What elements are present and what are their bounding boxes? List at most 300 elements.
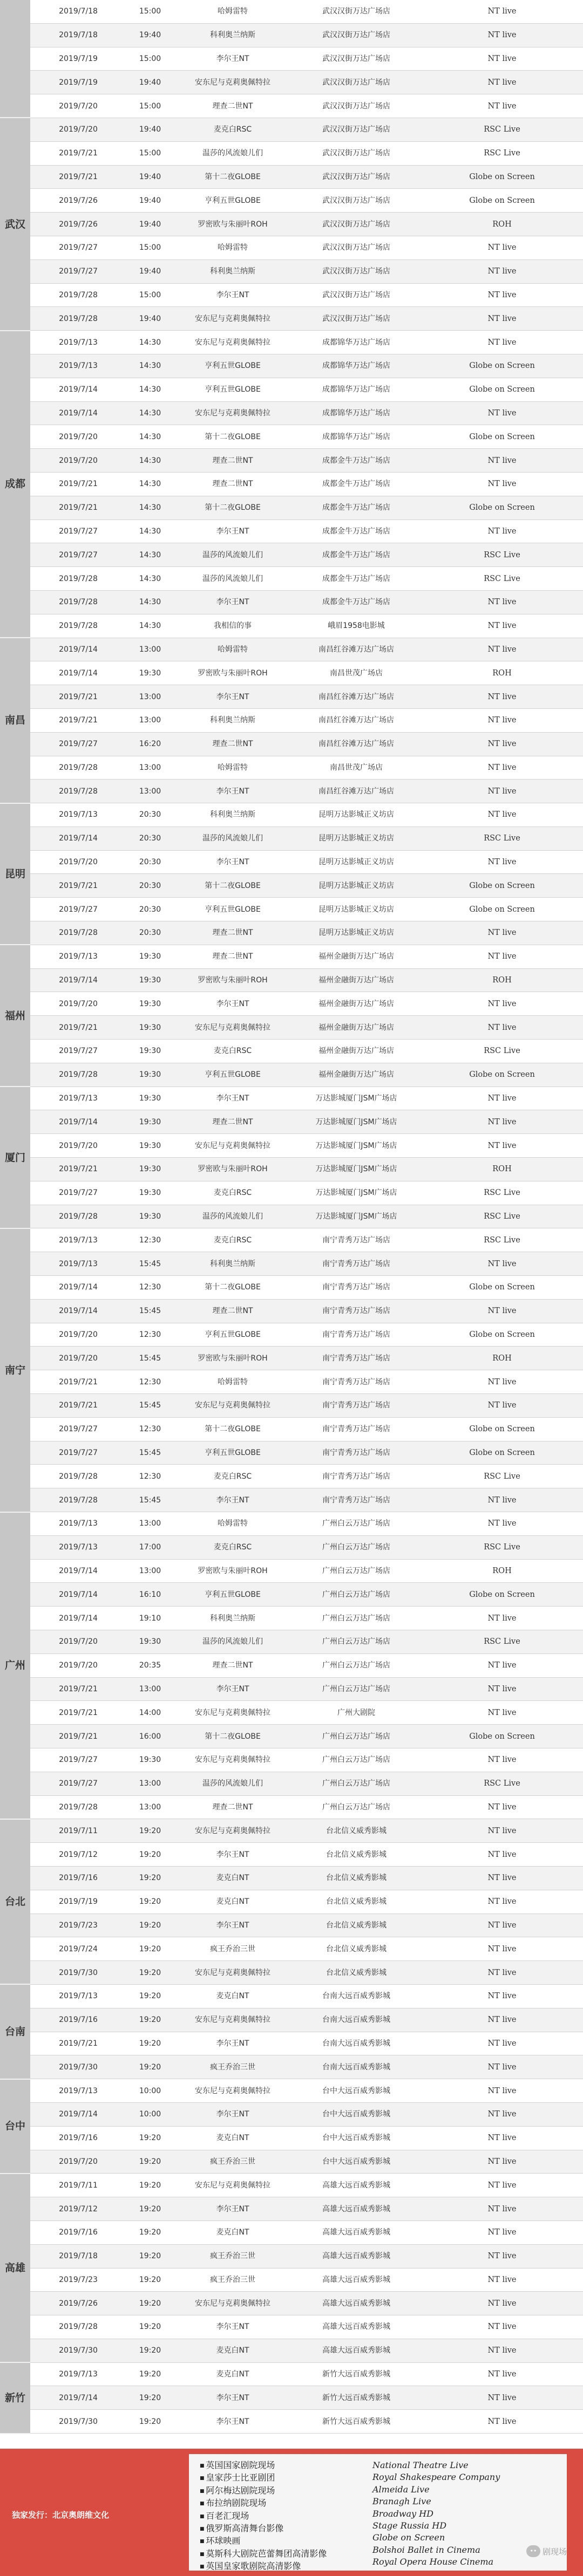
- venue-cell: 成都金牛万达广场店: [292, 567, 421, 591]
- date-cell: 2019/7/18: [30, 0, 126, 23]
- time-cell: 19:40: [126, 189, 174, 213]
- type-cell: NT live: [421, 945, 583, 968]
- brand-item-en: Stage Russia HD: [372, 2520, 447, 2531]
- schedule-row: [0, 189, 583, 213]
- type-cell: NT live: [421, 23, 583, 47]
- time-cell: 14:30: [126, 425, 174, 449]
- programme-cell: 安东尼与克莉奥佩特拉: [174, 1819, 292, 1843]
- time-cell: 16:00: [126, 1725, 174, 1748]
- type-cell: NT live: [421, 1488, 583, 1512]
- schedule-row: [0, 1488, 583, 1512]
- schedule-row: [0, 47, 583, 71]
- date-cell: 2019/7/13: [30, 803, 126, 827]
- type-cell: NT live: [421, 520, 583, 543]
- schedule-row: [0, 1347, 583, 1370]
- programme-cell: 安东尼与克莉奥佩特拉: [174, 2079, 292, 2103]
- date-cell: 2019/7/12: [30, 1843, 126, 1867]
- time-cell: 20:30: [126, 826, 174, 850]
- date-cell: 2019/7/14: [30, 1607, 126, 1630]
- time-cell: 14:30: [126, 449, 174, 473]
- programme-cell: 哈姆雷特: [174, 1512, 292, 1536]
- venue-cell: 台北信义威秀影城: [292, 1866, 421, 1890]
- type-cell: NT live: [421, 236, 583, 259]
- date-cell: 2019/7/16: [30, 2126, 126, 2150]
- type-cell: RSC Live: [421, 1772, 583, 1795]
- programme-cell: 科利奥兰纳斯: [174, 259, 292, 283]
- time-cell: 12:30: [126, 1228, 174, 1252]
- brand-item-en: Bolshoi Ballet in Cinema: [372, 2544, 480, 2555]
- date-cell: 2019/7/21: [30, 708, 126, 732]
- time-cell: 19:40: [126, 307, 174, 331]
- schedule-row: [0, 2032, 583, 2055]
- schedule-row: [0, 2197, 583, 2221]
- type-cell: Globe on Screen: [421, 1725, 583, 1748]
- brand-item-zh: ■ 环球映画: [200, 2535, 327, 2547]
- date-cell: 2019/7/30: [30, 2410, 126, 2434]
- venue-cell: 万达影城厦门JSM广场店: [292, 1110, 421, 1134]
- date-cell: 2019/7/26: [30, 2292, 126, 2315]
- schedule-row: [0, 354, 583, 378]
- time-cell: 20:30: [126, 921, 174, 945]
- date-cell: 2019/7/20: [30, 1653, 126, 1677]
- schedule-row: [0, 661, 583, 685]
- programme-cell: 安东尼与克莉奥佩特拉: [174, 1748, 292, 1772]
- venue-cell: 昆明万达影城正义坊店: [292, 874, 421, 898]
- venue-cell: 台南大远百威秀影城: [292, 2032, 421, 2055]
- type-cell: NT live: [421, 1512, 583, 1536]
- programme-cell: 理查二世NT: [174, 1653, 292, 1677]
- schedule-row: [0, 71, 583, 94]
- venue-cell: 台中大远百威秀影城: [292, 2079, 421, 2103]
- schedule-row: [0, 2174, 583, 2197]
- type-cell: NT live: [421, 2292, 583, 2315]
- date-cell: 2019/7/21: [30, 1394, 126, 1418]
- schedule-row: [0, 307, 583, 331]
- programme-cell: 第十二夜GLOBE: [174, 425, 292, 449]
- date-cell: 2019/7/20: [30, 1323, 126, 1347]
- date-cell: 2019/7/20: [30, 992, 126, 1016]
- venue-cell: 南宁青秀万达广场店: [292, 1299, 421, 1323]
- date-cell: 2019/7/21: [30, 141, 126, 165]
- type-cell: NT live: [421, 71, 583, 94]
- programme-cell: 科利奥兰纳斯: [174, 803, 292, 827]
- type-cell: NT live: [421, 2008, 583, 2032]
- programme-cell: 李尔王NT: [174, 2197, 292, 2221]
- programme-cell: 疯王乔治三世: [174, 2244, 292, 2268]
- time-cell: 15:00: [126, 236, 174, 259]
- programme-cell: 麦克白RSC: [174, 118, 292, 141]
- city-label: 台南: [0, 1984, 30, 2079]
- date-cell: 2019/7/21: [30, 874, 126, 898]
- type-cell: NT live: [421, 780, 583, 803]
- date-cell: 2019/7/19: [30, 71, 126, 94]
- type-cell: RSC Live: [421, 1181, 583, 1205]
- schedule-row: [0, 1512, 583, 1536]
- venue-cell: 新竹大远百威秀影城: [292, 2386, 421, 2410]
- schedule-row: [0, 2315, 583, 2339]
- venue-cell: 武汉汉街万达广场店: [292, 94, 421, 118]
- time-cell: 19:30: [126, 1087, 174, 1110]
- brand-item-en: Globe on Screen: [372, 2532, 445, 2543]
- venue-cell: 万达影城厦门JSM广场店: [292, 1205, 421, 1228]
- programme-cell: 安东尼与克莉奥佩特拉: [174, 2174, 292, 2197]
- programme-cell: 李尔王NT: [174, 2032, 292, 2055]
- type-cell: Globe on Screen: [421, 1441, 583, 1465]
- time-cell: 13:00: [126, 756, 174, 780]
- time-cell: 19:20: [126, 2292, 174, 2315]
- schedule-row: [0, 1040, 583, 1063]
- venue-cell: 武汉汉街万达广场店: [292, 141, 421, 165]
- schedule-row: [0, 165, 583, 189]
- type-cell: NT live: [421, 47, 583, 71]
- schedule-row: [0, 1630, 583, 1653]
- programme-cell: 理查二世NT: [174, 945, 292, 968]
- date-cell: 2019/7/14: [30, 661, 126, 685]
- date-cell: 2019/7/28: [30, 921, 126, 945]
- programme-cell: 哈姆雷特: [174, 638, 292, 661]
- type-cell: NT live: [421, 259, 583, 283]
- programme-cell: 麦克白NT: [174, 1984, 292, 2008]
- type-cell: NT live: [421, 638, 583, 661]
- programme-cell: 亨利五世GLOBE: [174, 1441, 292, 1465]
- schedule-row: [0, 2268, 583, 2292]
- programme-cell: 安东尼与克莉奥佩特拉: [174, 1134, 292, 1158]
- time-cell: 19:40: [126, 71, 174, 94]
- time-cell: 19:20: [126, 2008, 174, 2032]
- programme-cell: 哈姆雷特: [174, 0, 292, 23]
- venue-cell: 台北信义威秀影城: [292, 1961, 421, 1985]
- venue-cell: 成都金牛万达广场店: [292, 496, 421, 520]
- date-cell: 2019/7/21: [30, 685, 126, 709]
- programme-cell: 罗密欧与朱丽叶ROH: [174, 968, 292, 992]
- type-cell: Globe on Screen: [421, 165, 583, 189]
- type-cell: NT live: [421, 1795, 583, 1819]
- date-cell: 2019/7/16: [30, 1866, 126, 1890]
- type-cell: NT live: [421, 2339, 583, 2362]
- programme-cell: 温莎的风流娘儿们: [174, 141, 292, 165]
- schedule-row: [0, 826, 583, 850]
- programme-cell: 亨利五世GLOBE: [174, 1583, 292, 1607]
- time-cell: 10:00: [126, 2102, 174, 2126]
- date-cell: 2019/7/14: [30, 1299, 126, 1323]
- schedule-row: [0, 1937, 583, 1961]
- schedule-row: [0, 732, 583, 756]
- brand-item-en: Branagh Live: [372, 2496, 431, 2507]
- type-cell: NT live: [421, 1701, 583, 1725]
- programme-cell: 安东尼与克莉奥佩特拉: [174, 1016, 292, 1040]
- type-cell: RSC Live: [421, 1205, 583, 1228]
- type-cell: Globe on Screen: [421, 354, 583, 378]
- type-cell: NT live: [421, 2055, 583, 2079]
- programme-cell: 麦克白RSC: [174, 1181, 292, 1205]
- venue-cell: 昆明万达影城正义坊店: [292, 898, 421, 921]
- date-cell: 2019/7/13: [30, 2362, 126, 2386]
- programme-cell: 哈姆雷特: [174, 756, 292, 780]
- date-cell: 2019/7/21: [30, 165, 126, 189]
- venue-cell: 广州白云万达广场店: [292, 1512, 421, 1536]
- time-cell: 20:30: [126, 898, 174, 921]
- brand-list-english: [372, 2459, 500, 2568]
- programme-cell: 第十二夜GLOBE: [174, 874, 292, 898]
- type-cell: NT live: [421, 2410, 583, 2434]
- date-cell: 2019/7/12: [30, 2197, 126, 2221]
- date-cell: 2019/7/24: [30, 1937, 126, 1961]
- time-cell: 15:00: [126, 283, 174, 307]
- date-cell: 2019/7/28: [30, 1465, 126, 1488]
- venue-cell: 武汉汉街万达广场店: [292, 118, 421, 141]
- schedule-row: [0, 992, 583, 1016]
- city-label: 福州: [0, 945, 30, 1087]
- time-cell: 19:30: [126, 1040, 174, 1063]
- date-cell: 2019/7/16: [30, 2008, 126, 2032]
- brand-item-en: Broadway HD: [372, 2508, 433, 2519]
- type-cell: NT live: [421, 1134, 583, 1158]
- venue-cell: 南昌红谷滩万达广场店: [292, 708, 421, 732]
- programme-cell: 李尔王NT: [174, 1914, 292, 1937]
- programme-cell: 亨利五世GLOBE: [174, 1323, 292, 1347]
- schedule-row: [0, 968, 583, 992]
- date-cell: 2019/7/27: [30, 1417, 126, 1441]
- venue-cell: 万达影城厦门JSM广场店: [292, 1158, 421, 1181]
- schedule-row: [0, 213, 583, 236]
- time-cell: 13:00: [126, 638, 174, 661]
- date-cell: 2019/7/21: [30, 1370, 126, 1394]
- date-cell: 2019/7/27: [30, 259, 126, 283]
- date-cell: 2019/7/14: [30, 2386, 126, 2410]
- brand-item-zh: ■ 英国皇家歌剧院高清影像: [200, 2560, 327, 2573]
- type-cell: NT live: [421, 850, 583, 874]
- type-cell: NT live: [421, 921, 583, 945]
- schedule-row: [0, 2220, 583, 2244]
- brand-item-en: Royal Opera House Cinema: [372, 2557, 494, 2567]
- programme-cell: 理查二世NT: [174, 472, 292, 496]
- venue-cell: 高雄大远百威秀影城: [292, 2174, 421, 2197]
- type-cell: RSC Live: [421, 1630, 583, 1653]
- programme-cell: 李尔王NT: [174, 850, 292, 874]
- time-cell: 15:45: [126, 1394, 174, 1418]
- date-cell: 2019/7/14: [30, 1110, 126, 1134]
- programme-cell: 安东尼与克莉奥佩特拉: [174, 1961, 292, 1985]
- date-cell: 2019/7/27: [30, 1772, 126, 1795]
- date-cell: 2019/7/28: [30, 1205, 126, 1228]
- programme-cell: 理查二世NT: [174, 921, 292, 945]
- schedule-row: [0, 1087, 583, 1110]
- schedule-row: [0, 1583, 583, 1607]
- time-cell: 19:40: [126, 259, 174, 283]
- time-cell: 19:40: [126, 213, 174, 236]
- venue-cell: 新竹大远百威秀影城: [292, 2410, 421, 2434]
- time-cell: 19:20: [126, 2268, 174, 2292]
- date-cell: 2019/7/19: [30, 47, 126, 71]
- venue-cell: 昆明万达影城正义坊店: [292, 826, 421, 850]
- type-cell: NT live: [421, 0, 583, 23]
- date-cell: 2019/7/13: [30, 354, 126, 378]
- city-label: 广州: [0, 1512, 30, 1819]
- programme-cell: 罗密欧与朱丽叶ROH: [174, 1158, 292, 1181]
- date-cell: 2019/7/27: [30, 1748, 126, 1772]
- time-cell: 19:10: [126, 1607, 174, 1630]
- date-cell: 2019/7/21: [30, 2032, 126, 2055]
- schedule-row: [0, 1890, 583, 1914]
- time-cell: 19:30: [126, 1158, 174, 1181]
- time-cell: 15:45: [126, 1441, 174, 1465]
- type-cell: NT live: [421, 2102, 583, 2126]
- time-cell: 14:00: [126, 1701, 174, 1725]
- schedule-row: [0, 2339, 583, 2362]
- date-cell: 2019/7/20: [30, 1630, 126, 1653]
- schedule-row: [0, 1417, 583, 1441]
- venue-cell: 南宁青秀万达广场店: [292, 1228, 421, 1252]
- venue-cell: 南宁青秀万达广场店: [292, 1276, 421, 1300]
- time-cell: 19:20: [126, 1890, 174, 1914]
- time-cell: 16:10: [126, 1583, 174, 1607]
- programme-cell: 麦克白NT: [174, 2220, 292, 2244]
- schedule-row: [0, 1276, 583, 1300]
- schedule-row: [0, 1394, 583, 1418]
- schedule-row: [0, 1961, 583, 1985]
- date-cell: 2019/7/28: [30, 614, 126, 638]
- type-cell: RSC Live: [421, 1535, 583, 1559]
- programme-cell: 安东尼与克莉奥佩特拉: [174, 1701, 292, 1725]
- venue-cell: 成都锦华万达广场店: [292, 354, 421, 378]
- time-cell: 12:30: [126, 1276, 174, 1300]
- venue-cell: 南宁青秀万达广场店: [292, 1417, 421, 1441]
- time-cell: 19:20: [126, 2339, 174, 2362]
- city-label: 台中: [0, 2079, 30, 2174]
- time-cell: 13:00: [126, 1677, 174, 1701]
- type-cell: NT live: [421, 1370, 583, 1394]
- date-cell: 2019/7/14: [30, 826, 126, 850]
- date-cell: 2019/7/26: [30, 213, 126, 236]
- programme-cell: 李尔王NT: [174, 780, 292, 803]
- type-cell: NT live: [421, 1607, 583, 1630]
- programme-cell: 麦克白RSC: [174, 1228, 292, 1252]
- programme-cell: 李尔王NT: [174, 1488, 292, 1512]
- venue-cell: 台北信义威秀影城: [292, 1843, 421, 1867]
- type-cell: NT live: [421, 1819, 583, 1843]
- schedule-row: [0, 449, 583, 473]
- schedule-row: [0, 2150, 583, 2174]
- schedule-row: [0, 259, 583, 283]
- venue-cell: 广州白云万达广场店: [292, 1559, 421, 1583]
- venue-cell: 台北信义威秀影城: [292, 1914, 421, 1937]
- schedule-row: [0, 472, 583, 496]
- venue-cell: 万达影城厦门JSM广场店: [292, 1181, 421, 1205]
- time-cell: 14:30: [126, 401, 174, 425]
- schedule-row: [0, 2055, 583, 2079]
- brand-item-en: Royal Shakespeare Company: [372, 2472, 500, 2483]
- time-cell: 15:45: [126, 1299, 174, 1323]
- venue-cell: 昆明万达影城正义坊店: [292, 850, 421, 874]
- time-cell: 20:30: [126, 803, 174, 827]
- date-cell: 2019/7/21: [30, 1158, 126, 1181]
- date-cell: 2019/7/23: [30, 1914, 126, 1937]
- date-cell: 2019/7/27: [30, 898, 126, 921]
- venue-cell: 武汉汉街万达广场店: [292, 165, 421, 189]
- watermark-text: 剧现场: [543, 2546, 567, 2557]
- venue-cell: 福州金融街万达广场店: [292, 945, 421, 968]
- venue-cell: 武汉汉街万达广场店: [292, 0, 421, 23]
- time-cell: 14:30: [126, 543, 174, 567]
- type-cell: NT live: [421, 1299, 583, 1323]
- date-cell: 2019/7/13: [30, 1512, 126, 1536]
- type-cell: NT live: [421, 472, 583, 496]
- date-cell: 2019/7/13: [30, 1228, 126, 1252]
- brand-item-zh: ■ 俄罗斯高清舞台影像: [200, 2523, 327, 2535]
- schedule-row: [0, 1772, 583, 1795]
- type-cell: RSC Live: [421, 141, 583, 165]
- date-cell: 2019/7/28: [30, 780, 126, 803]
- time-cell: 19:30: [126, 661, 174, 685]
- programme-cell: 第十二夜GLOBE: [174, 165, 292, 189]
- city-label: 南昌: [0, 638, 30, 803]
- programme-cell: 科利奥兰纳斯: [174, 708, 292, 732]
- date-cell: 2019/7/28: [30, 756, 126, 780]
- programme-cell: 理查二世NT: [174, 732, 292, 756]
- type-cell: Globe on Screen: [421, 1063, 583, 1087]
- type-cell: ROH: [421, 968, 583, 992]
- date-cell: 2019/7/21: [30, 496, 126, 520]
- venue-cell: 高雄大远百威秀影城: [292, 2268, 421, 2292]
- venue-cell: 广州大剧院: [292, 1701, 421, 1725]
- date-cell: 2019/7/20: [30, 425, 126, 449]
- programme-cell: 温莎的风流娘儿们: [174, 567, 292, 591]
- venue-cell: 广州白云万达广场店: [292, 1535, 421, 1559]
- time-cell: 19:20: [126, 2197, 174, 2221]
- time-cell: 19:20: [126, 2410, 174, 2434]
- programme-cell: 理查二世NT: [174, 94, 292, 118]
- time-cell: 14:30: [126, 378, 174, 401]
- date-cell: 2019/7/27: [30, 1441, 126, 1465]
- schedule-row: [0, 2079, 583, 2103]
- schedule-row: [0, 1795, 583, 1819]
- programme-cell: 李尔王NT: [174, 2315, 292, 2339]
- time-cell: 20:30: [126, 850, 174, 874]
- venue-cell: 南昌红谷滩万达广场店: [292, 732, 421, 756]
- type-cell: NT live: [421, 2220, 583, 2244]
- type-cell: ROH: [421, 661, 583, 685]
- schedule-row: [0, 1228, 583, 1252]
- city-label: [0, 0, 30, 118]
- type-cell: NT live: [421, 685, 583, 709]
- time-cell: 13:00: [126, 685, 174, 709]
- venue-cell: 南宁青秀万达广场店: [292, 1323, 421, 1347]
- time-cell: 14:30: [126, 614, 174, 638]
- programme-cell: 科利奥兰纳斯: [174, 1252, 292, 1276]
- programme-cell: 李尔王NT: [174, 590, 292, 614]
- programme-cell: 温莎的风流娘儿们: [174, 1630, 292, 1653]
- venue-cell: 高雄大远百威秀影城: [292, 2244, 421, 2268]
- date-cell: 2019/7/20: [30, 449, 126, 473]
- date-cell: 2019/7/30: [30, 2339, 126, 2362]
- time-cell: 12:30: [126, 1370, 174, 1394]
- type-cell: Globe on Screen: [421, 189, 583, 213]
- venue-cell: 新竹大远百威秀影城: [292, 2362, 421, 2386]
- schedule-row: [0, 803, 583, 827]
- venue-cell: 福州金融街万达广场店: [292, 1063, 421, 1087]
- time-cell: 19:20: [126, 1961, 174, 1985]
- date-cell: 2019/7/14: [30, 1559, 126, 1583]
- type-cell: Globe on Screen: [421, 898, 583, 921]
- date-cell: 2019/7/13: [30, 1252, 126, 1276]
- venue-cell: 武汉汉街万达广场店: [292, 71, 421, 94]
- venue-cell: 成都金牛万达广场店: [292, 520, 421, 543]
- schedule-row: [0, 1535, 583, 1559]
- time-cell: 19:20: [126, 1937, 174, 1961]
- time-cell: 19:20: [126, 1984, 174, 2008]
- time-cell: 10:00: [126, 2079, 174, 2103]
- programme-cell: 麦克白NT: [174, 2339, 292, 2362]
